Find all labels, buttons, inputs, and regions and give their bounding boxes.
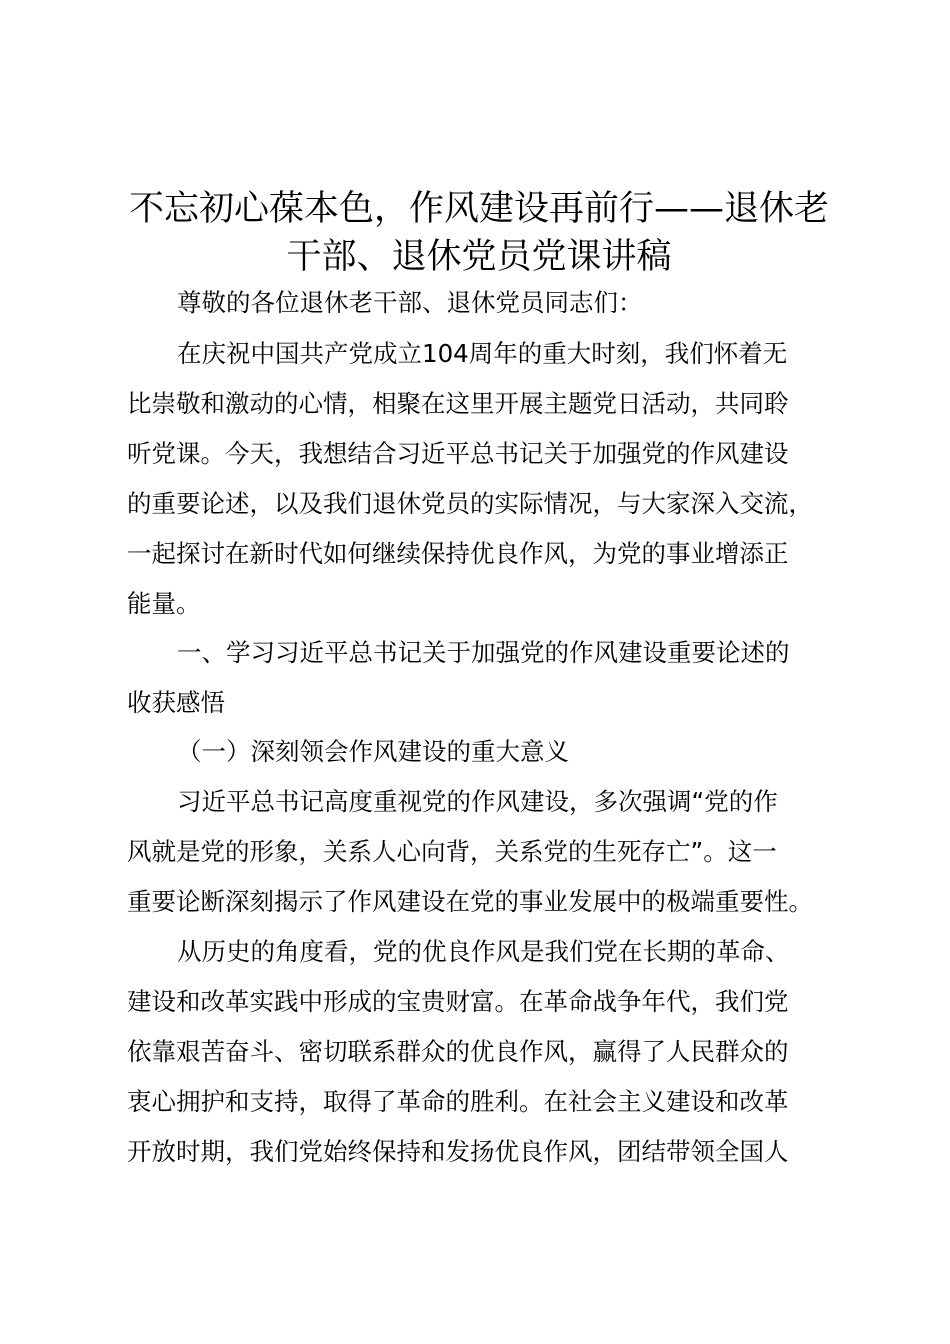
paragraph-line: 从历史的角度看，党的优良作风是我们党在长期的革命、 (177, 937, 790, 966)
paragraph-line: 风就是党的形象，关系人心向背，关系党的生死存亡”。这一 (127, 837, 777, 866)
paragraph-line: 比崇敬和激动的心情，相聚在这里开展主题党日活动，共同聆 (127, 389, 789, 418)
paragraph-line: 重要论断深刻揭示了作风建设在党的事业发展中的极端重要性。 (127, 887, 813, 916)
paragraph-line: 衷心拥护和支持，取得了革命的胜利。在社会主义建设和改革 (127, 1087, 789, 1116)
document-title-line-2: 干部、退休党员党课讲稿 (286, 237, 672, 277)
section-heading: 收获感悟 (127, 688, 225, 717)
paragraph-line: 在庆祝中国共产党成立104周年的重大时刻，我们怀着无 (177, 339, 788, 368)
paragraph-line: 依靠艰苦奋斗、密切联系群众的优良作风，赢得了人民群众的 (127, 1037, 789, 1066)
paragraph-line: 听党课。今天，我想结合习近平总书记关于加强党的作风建设 (127, 439, 789, 468)
document-title-line-1: 不忘初心葆本色，作风建设再前行——退休老 (128, 189, 829, 229)
paragraph-line: 能量。 (127, 589, 201, 618)
paragraph-line: 习近平总书记高度重视党的作风建设，多次强调“党的作 (177, 787, 778, 816)
section-heading: 一、学习习近平总书记关于加强党的作风建设重要论述的 (177, 638, 790, 667)
salutation: 尊敬的各位退休老干部、退休党员同志们： (177, 288, 643, 317)
paragraph-line: 建设和改革实践中形成的宝贵财富。在革命战争年代，我们党 (127, 987, 789, 1016)
paragraph-line: 一起探讨在新时代如何继续保持优良作风，为党的事业增添正 (127, 539, 789, 568)
paragraph-line: 的重要论述，以及我们退休党员的实际情况，与大家深入交流， (127, 489, 813, 518)
paragraph-line: 开放时期，我们党始终保持和发扬优良作风，团结带领全国人 (127, 1137, 789, 1166)
subsection-heading: （一）深刻领会作风建设的重大意义 (177, 737, 569, 766)
